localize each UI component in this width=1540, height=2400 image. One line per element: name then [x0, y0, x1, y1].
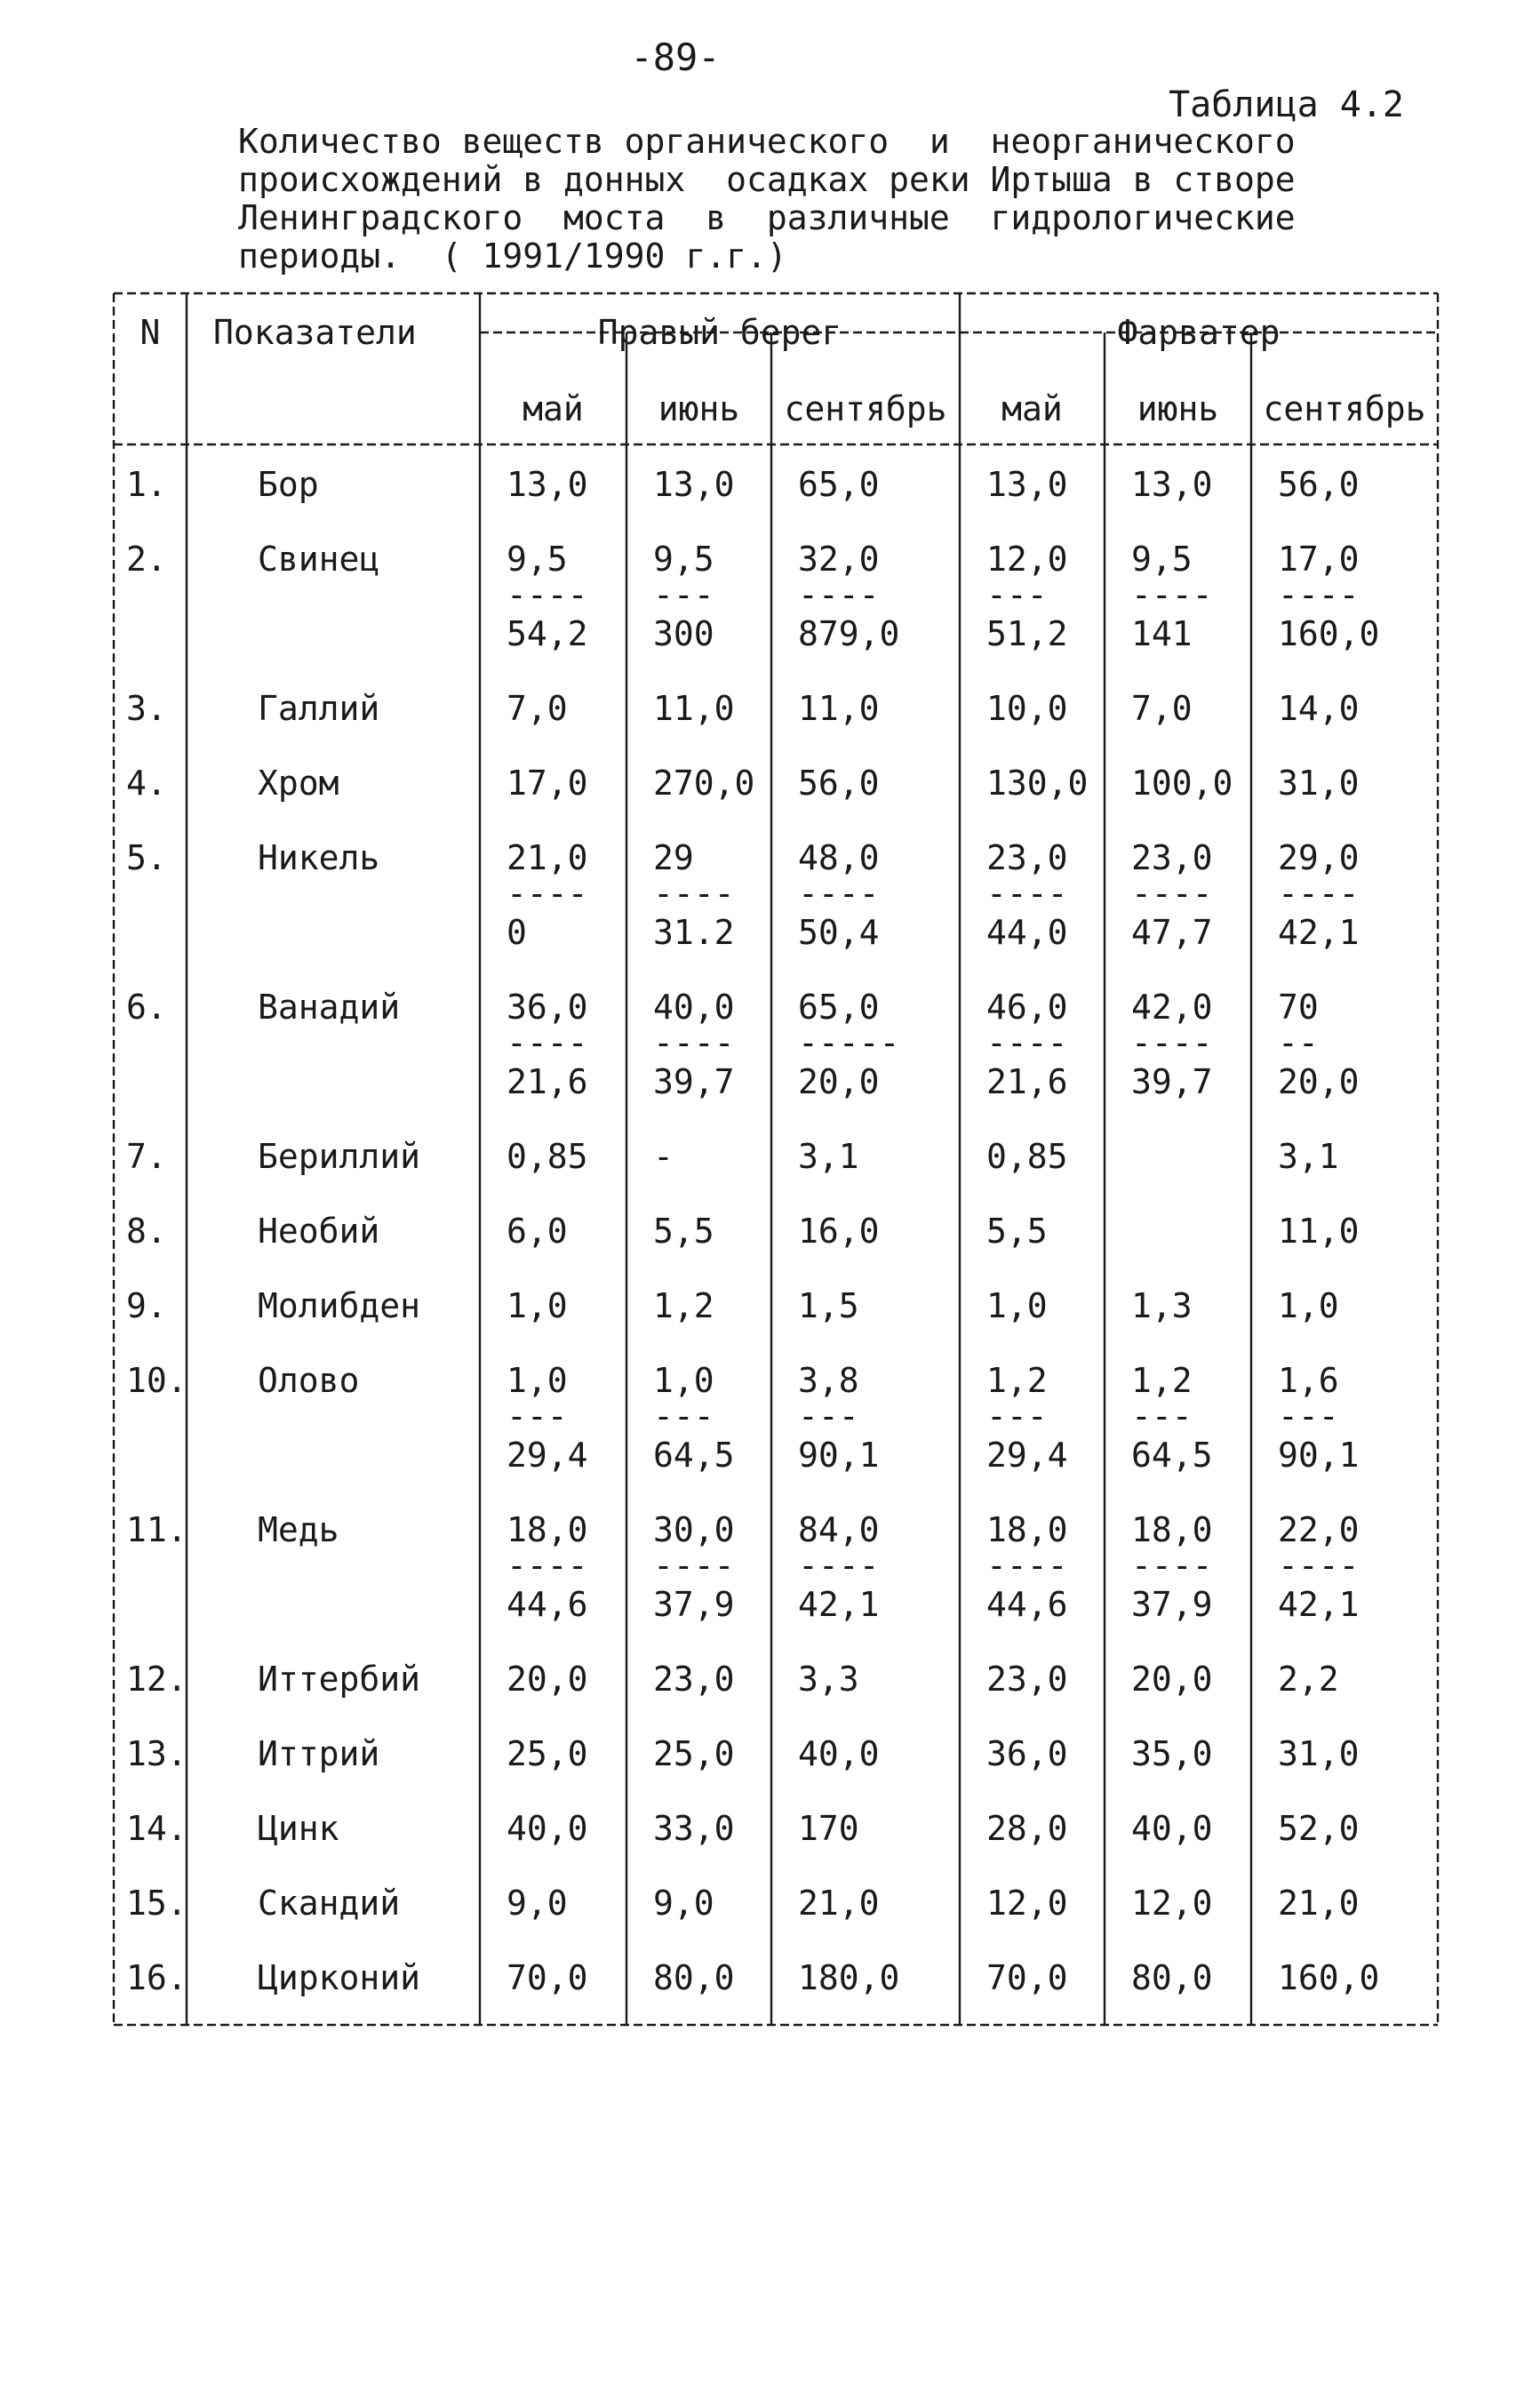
cell-value: 270,0 — [653, 764, 755, 803]
cell-value: 84,0 — [798, 1510, 880, 1549]
cell-value: 3,8 — [798, 1361, 859, 1400]
cell-value: 10,0 — [986, 689, 1068, 728]
cell-value-denominator: 29,4 — [986, 1436, 1068, 1475]
fraction-rule: --- — [653, 575, 714, 614]
fraction-rule: --- — [1278, 1396, 1339, 1436]
fraction-rule: ---- — [1131, 1546, 1213, 1585]
cell-value: 1,3 — [1131, 1286, 1193, 1325]
row-number: 14. — [126, 1809, 188, 1848]
cell-value: 56,0 — [1278, 465, 1360, 504]
cell-value: 70,0 — [507, 1958, 588, 1997]
row-number: 12. — [126, 1660, 188, 1699]
cell-value: 42,0 — [1131, 988, 1213, 1027]
row-indicator: Необий — [258, 1212, 380, 1251]
cell-value-denominator: 879,0 — [798, 614, 900, 653]
caption-line: Количество веществ органического и неорганического — [238, 122, 1296, 161]
cell-value: 65,0 — [798, 988, 880, 1027]
cell-value: 20,0 — [507, 1660, 588, 1699]
cell-value: 33,0 — [653, 1809, 735, 1848]
row-indicator: Цирконий — [258, 1958, 421, 1997]
row-number: 13. — [126, 1734, 188, 1773]
header-month: июнь — [658, 389, 740, 428]
cell-value-denominator: 47,7 — [1131, 913, 1213, 952]
row-indicator: Галлий — [258, 689, 380, 728]
fraction-rule: ---- — [1278, 575, 1360, 614]
cell-value: 31,0 — [1278, 1734, 1360, 1773]
cell-value: 21,0 — [1278, 1884, 1360, 1923]
header-month: сентябрь — [1263, 389, 1426, 428]
cell-value: 6,0 — [507, 1212, 568, 1251]
cell-value: 46,0 — [986, 988, 1068, 1027]
cell-value-denominator: 160,0 — [1278, 614, 1380, 653]
fraction-rule: --- — [1131, 1396, 1193, 1436]
row-number: 3. — [126, 689, 167, 728]
fraction-rule: ---- — [507, 1023, 588, 1062]
cell-value-denominator: 31.2 — [653, 913, 735, 952]
caption-line: происхождений в донных осадках реки Иртыша в створе — [238, 160, 1296, 199]
cell-value: 80,0 — [653, 1958, 735, 1997]
cell-value: 5,5 — [986, 1212, 1048, 1251]
row-indicator: Иттербий — [258, 1660, 421, 1699]
caption-line: Ленинградского моста в различные гидрологические — [238, 198, 1296, 237]
cell-value: 7,0 — [507, 689, 568, 728]
cell-value: 170 — [798, 1809, 859, 1848]
cell-value: 29 — [653, 838, 694, 877]
cell-value: 13,0 — [653, 465, 735, 504]
page-number: -89- — [630, 36, 721, 79]
cell-value: 18,0 — [1131, 1510, 1213, 1549]
cell-value-denominator: 21,6 — [986, 1062, 1068, 1101]
fraction-rule: ---- — [507, 575, 588, 614]
cell-value: 23,0 — [1131, 838, 1213, 877]
cell-value: 25,0 — [653, 1734, 735, 1773]
cell-value: 9,5 — [507, 540, 568, 579]
cell-value: 3,3 — [798, 1660, 859, 1699]
fraction-rule: ---- — [507, 1546, 588, 1585]
cell-value-denominator: 42,1 — [1278, 913, 1360, 952]
cell-value: 23,0 — [986, 1660, 1068, 1699]
cell-value-denominator: 90,1 — [798, 1436, 880, 1475]
row-number: 4. — [126, 764, 167, 803]
cell-value-denominator: 37,9 — [1131, 1585, 1213, 1624]
cell-value: 9,0 — [507, 1884, 568, 1923]
cell-value: 21,0 — [798, 1884, 880, 1923]
row-number: 7. — [126, 1137, 167, 1176]
fraction-rule: --- — [986, 575, 1048, 614]
row-indicator: Олово — [258, 1361, 360, 1400]
cell-value-denominator: 51,2 — [986, 614, 1068, 653]
cell-value-denominator: 44,6 — [986, 1585, 1068, 1624]
cell-value: 3,1 — [1278, 1137, 1339, 1176]
cell-value: 29,0 — [1278, 838, 1360, 877]
row-number: 8. — [126, 1212, 167, 1251]
cell-value: 20,0 — [1131, 1660, 1213, 1699]
cell-value: 40,0 — [507, 1809, 588, 1848]
fraction-rule: ---- — [1131, 1023, 1213, 1062]
fraction-rule: ---- — [1131, 575, 1213, 614]
row-number: 15. — [126, 1884, 188, 1923]
cell-value-denominator: 64,5 — [653, 1436, 735, 1475]
cell-value: 1,0 — [1278, 1286, 1339, 1325]
fraction-rule: ---- — [986, 1023, 1068, 1062]
fraction-rule: --- — [653, 1396, 714, 1436]
cell-value: 9,0 — [653, 1884, 714, 1923]
cell-value: 1,2 — [1131, 1361, 1193, 1400]
cell-value: 30,0 — [653, 1510, 735, 1549]
cell-value-denominator: 44,0 — [986, 913, 1068, 952]
cell-value: 40,0 — [653, 988, 735, 1027]
cell-value: 48,0 — [798, 838, 880, 877]
header-month: июнь — [1137, 389, 1219, 428]
cell-value: 36,0 — [507, 988, 588, 1027]
cell-value: 65,0 — [798, 465, 880, 504]
cell-value: 14,0 — [1278, 689, 1360, 728]
cell-value-denominator: 64,5 — [1131, 1436, 1213, 1475]
row-number: 2. — [126, 540, 167, 579]
row-indicator: Молибден — [258, 1286, 421, 1325]
fraction-rule: ---- — [653, 1023, 735, 1062]
cell-value: 17,0 — [1278, 540, 1360, 579]
cell-value: 11,0 — [1278, 1212, 1360, 1251]
cell-value: 16,0 — [798, 1212, 880, 1251]
fraction-rule: --- — [507, 1396, 568, 1436]
cell-value: 1,2 — [653, 1286, 714, 1325]
cell-value-denominator: 42,1 — [798, 1585, 880, 1624]
row-indicator: Хром — [258, 764, 339, 803]
fraction-rule: ---- — [798, 874, 880, 913]
cell-value: 1,2 — [986, 1361, 1048, 1400]
cell-value: - — [653, 1137, 674, 1176]
cell-value-denominator: 39,7 — [653, 1062, 735, 1101]
row-number: 5. — [126, 838, 167, 877]
cell-value: 9,5 — [653, 540, 714, 579]
row-indicator: Свинец — [258, 540, 380, 579]
cell-value-denominator: 29,4 — [507, 1436, 588, 1475]
fraction-rule: -- — [1278, 1023, 1319, 1062]
fraction-rule: ---- — [798, 575, 880, 614]
cell-value: 70 — [1278, 988, 1319, 1027]
cell-value: 180,0 — [798, 1958, 900, 1997]
cell-value: 100,0 — [1131, 764, 1233, 803]
cell-value: 40,0 — [1131, 1809, 1213, 1848]
cell-value-denominator: 54,2 — [507, 614, 588, 653]
cell-value: 1,0 — [507, 1361, 568, 1400]
cell-value-denominator: 39,7 — [1131, 1062, 1213, 1101]
cell-value: 52,0 — [1278, 1809, 1360, 1848]
cell-value: 130,0 — [986, 764, 1089, 803]
cell-value-denominator: 44,6 — [507, 1585, 588, 1624]
row-number: 1. — [126, 465, 167, 504]
fraction-rule: ---- — [507, 874, 588, 913]
header-fairway: Фарватер — [1117, 313, 1281, 352]
row-indicator: Бор — [258, 465, 319, 504]
row-indicator: Иттрий — [258, 1734, 380, 1773]
cell-value: 160,0 — [1278, 1958, 1380, 1997]
row-number: 16. — [126, 1958, 188, 1997]
header-right-bank: Правый берег — [597, 313, 842, 352]
cell-value: 3,1 — [798, 1137, 859, 1176]
cell-value: 2,2 — [1278, 1660, 1339, 1699]
header-indicator: Показатели — [213, 313, 417, 352]
fraction-rule: --- — [798, 1396, 859, 1436]
table-label: Таблица 4.2 — [1169, 84, 1404, 125]
cell-value-denominator: 42,1 — [1278, 1585, 1360, 1624]
cell-value: 1,0 — [653, 1361, 714, 1400]
header-n: N — [140, 313, 161, 352]
cell-value-denominator: 0 — [507, 913, 527, 952]
cell-value: 21,0 — [507, 838, 588, 877]
cell-value: 23,0 — [653, 1660, 735, 1699]
cell-value: 13,0 — [1131, 465, 1213, 504]
fraction-rule: ---- — [653, 874, 735, 913]
cell-value: 31,0 — [1278, 764, 1360, 803]
cell-value: 11,0 — [653, 689, 735, 728]
row-number: 11. — [126, 1510, 188, 1549]
cell-value: 11,0 — [798, 689, 880, 728]
header-month: май — [523, 389, 584, 428]
cell-value: 13,0 — [986, 465, 1068, 504]
cell-value-denominator: 141 — [1131, 614, 1193, 653]
cell-value: 32,0 — [798, 540, 880, 579]
cell-value: 1,0 — [507, 1286, 568, 1325]
row-indicator: Скандий — [258, 1884, 401, 1923]
cell-value: 18,0 — [986, 1510, 1068, 1549]
row-indicator: Медь — [258, 1510, 339, 1549]
cell-value: 80,0 — [1131, 1958, 1213, 1997]
row-number: 9. — [126, 1286, 167, 1325]
cell-value: 35,0 — [1131, 1734, 1213, 1773]
row-number: 6. — [126, 988, 167, 1027]
cell-value: 1,6 — [1278, 1361, 1339, 1400]
cell-value: 7,0 — [1131, 689, 1193, 728]
cell-value: 1,5 — [798, 1286, 859, 1325]
cell-value-denominator: 90,1 — [1278, 1436, 1360, 1475]
cell-value: 36,0 — [986, 1734, 1068, 1773]
cell-value: 0,85 — [507, 1137, 588, 1176]
cell-value: 0,85 — [986, 1137, 1068, 1176]
cell-value: 28,0 — [986, 1809, 1068, 1848]
cell-value: 12,0 — [986, 1884, 1068, 1923]
cell-value-denominator: 21,6 — [507, 1062, 588, 1101]
row-indicator: Ванадий — [258, 988, 401, 1027]
row-indicator: Цинк — [258, 1809, 339, 1848]
fraction-rule: ---- — [1131, 874, 1213, 913]
cell-value: 25,0 — [507, 1734, 588, 1773]
cell-value: 18,0 — [507, 1510, 588, 1549]
cell-value-denominator: 37,9 — [653, 1585, 735, 1624]
cell-value-denominator: 300 — [653, 614, 714, 653]
row-indicator: Никель — [258, 838, 380, 877]
cell-value: 56,0 — [798, 764, 880, 803]
cell-value: 70,0 — [986, 1958, 1068, 1997]
cell-value-denominator: 20,0 — [1278, 1062, 1360, 1101]
fraction-rule: ---- — [1278, 1546, 1360, 1585]
fraction-rule: ---- — [986, 1546, 1068, 1585]
header-month: май — [1001, 389, 1063, 428]
cell-value: 23,0 — [986, 838, 1068, 877]
header-month: сентябрь — [784, 389, 947, 428]
cell-value: 22,0 — [1278, 1510, 1360, 1549]
cell-value-denominator: 20,0 — [798, 1062, 880, 1101]
cell-value-denominator: 50,4 — [798, 913, 880, 952]
cell-value: 5,5 — [653, 1212, 714, 1251]
fraction-rule: ----- — [798, 1023, 900, 1062]
fraction-rule: --- — [986, 1396, 1048, 1436]
fraction-rule: ---- — [798, 1546, 880, 1585]
cell-value: 12,0 — [1131, 1884, 1213, 1923]
cell-value: 13,0 — [507, 465, 588, 504]
fraction-rule: ---- — [986, 874, 1068, 913]
cell-value: 17,0 — [507, 764, 588, 803]
caption-line: периоды. ( 1991/1990 г.г.) — [238, 236, 787, 276]
cell-value: 9,5 — [1131, 540, 1193, 579]
row-number: 10. — [126, 1361, 188, 1400]
fraction-rule: ---- — [653, 1546, 735, 1585]
cell-value: 1,0 — [986, 1286, 1048, 1325]
row-indicator: Бериллий — [258, 1137, 421, 1176]
cell-value: 12,0 — [986, 540, 1068, 579]
fraction-rule: ---- — [1278, 874, 1360, 913]
cell-value: 40,0 — [798, 1734, 880, 1773]
